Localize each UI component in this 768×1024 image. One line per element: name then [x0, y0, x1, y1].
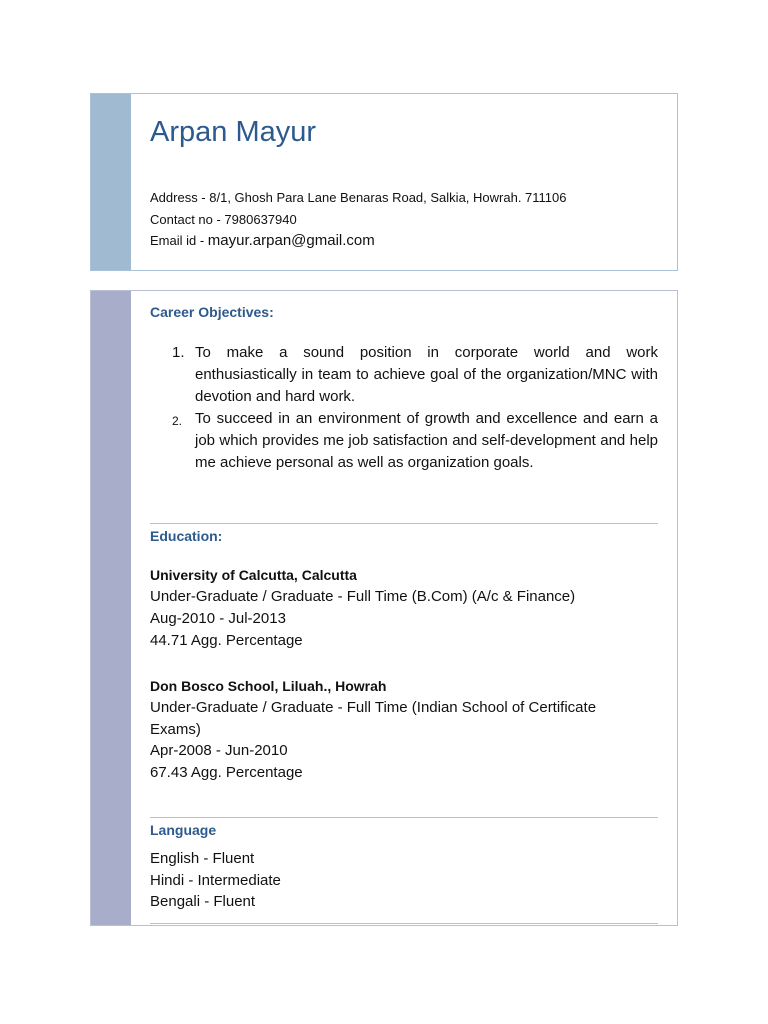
- objective-text: To make a sound position in corporate world and work enthusiastically in team to achieve goal of the organization/MNC with devotion and hard work.: [195, 344, 658, 405]
- email-label: Email id -: [150, 233, 208, 248]
- section-divider: [150, 523, 658, 524]
- header-section: [90, 93, 678, 271]
- resume-body-section: [90, 290, 678, 926]
- email-address-link[interactable]: mayur.arpan@gmail.com: [207, 232, 375, 249]
- objective-text: To succeed in an environment of growth and excellence and earn a job which provides me job satisfaction and self-development and help me achieve personal as well as organization goals.: [195, 410, 658, 471]
- education-dates: Apr-2008 - Jun-2010: [150, 742, 288, 759]
- email-line: [150, 232, 375, 249]
- candidate-name: Arpan Mayur: [150, 116, 317, 148]
- education-institution: University of Calcutta, Calcutta: [150, 567, 357, 583]
- language-item: English - Fluent: [150, 850, 255, 867]
- body-accent-bar: [91, 291, 131, 925]
- education-degree: Under-Graduate / Graduate - Full Time (B.Com) (A/c & Finance): [150, 588, 576, 605]
- career-objectives-list: [150, 342, 658, 474]
- education-heading: Education:: [150, 528, 223, 544]
- career-objectives-heading: Career Objectives:: [150, 304, 274, 320]
- education-score: 44.71 Agg. Percentage: [150, 632, 303, 649]
- education-score: 67.43 Agg. Percentage: [150, 764, 303, 781]
- header-accent-bar: [91, 94, 131, 270]
- language-item: Bengali - Fluent: [150, 893, 256, 910]
- objective-item: [150, 408, 658, 474]
- objective-item: [150, 342, 658, 408]
- language-heading: Language: [150, 822, 217, 838]
- section-divider: [150, 817, 658, 818]
- objective-number: 2.: [172, 414, 183, 428]
- objective-number: 1.: [172, 344, 185, 361]
- address-line: Address - 8/1, Ghosh Para Lane Benaras Road, Salkia, Howrah. 711106: [150, 190, 567, 205]
- education-degree-continued: Exams): [150, 721, 201, 738]
- section-divider: [150, 923, 658, 924]
- education-institution: Don Bosco School, Liluah., Howrah: [150, 678, 387, 694]
- education-dates: Aug-2010 - Jul-2013: [150, 610, 286, 627]
- education-degree: Under-Graduate / Graduate - Full Time (Indian School of Certificate: [150, 699, 597, 716]
- contact-number-line: Contact no - 7980637940: [150, 212, 297, 227]
- language-item: Hindi - Intermediate: [150, 872, 281, 889]
